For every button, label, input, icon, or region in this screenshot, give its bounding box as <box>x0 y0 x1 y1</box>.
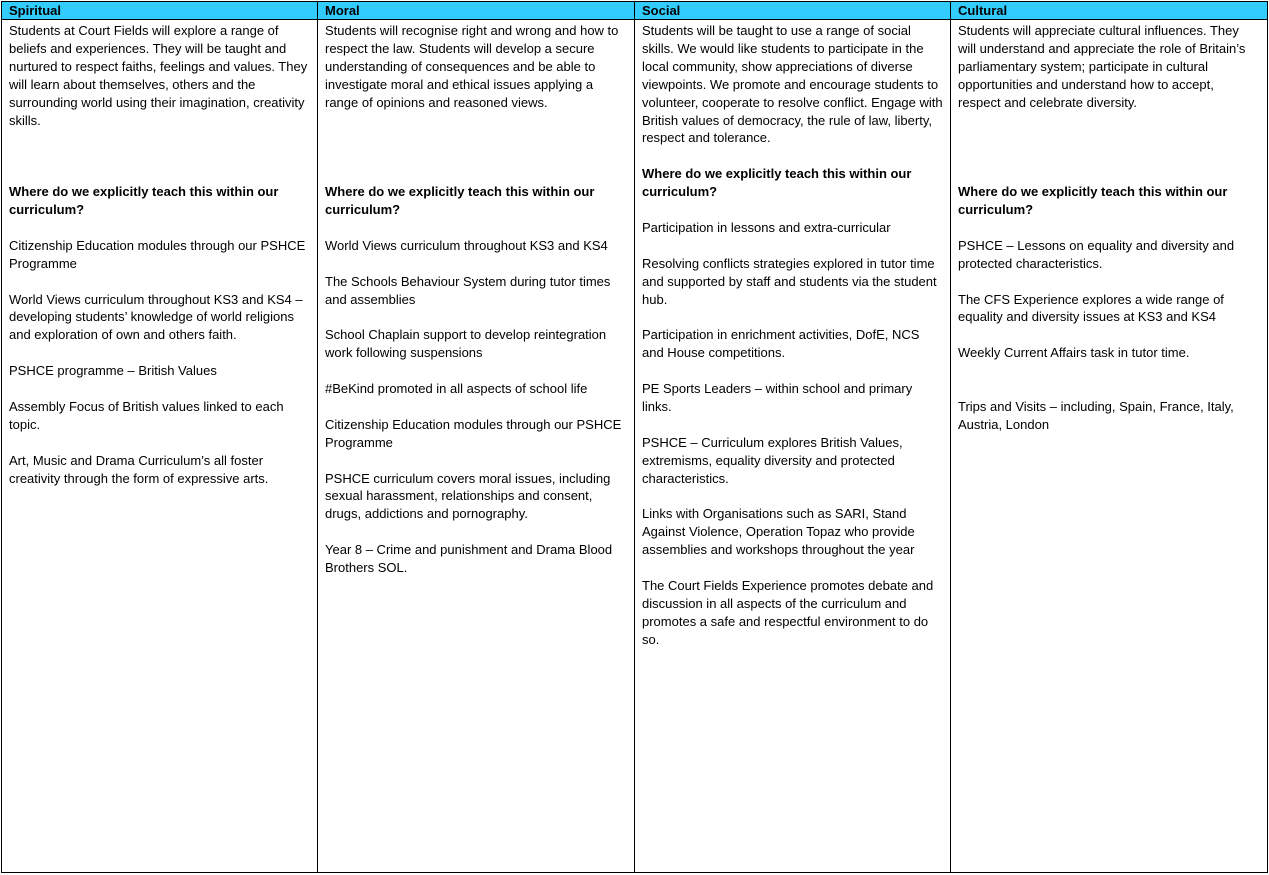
moral-item: #BeKind promoted in all aspects of school life <box>325 381 588 396</box>
moral-item: Year 8 – Crime and punishment and Drama Blood Brothers SOL. <box>325 542 613 576</box>
cultural-intro: Students will appreciate cultural influences. They will understand and appreciate the role of Britain’s parliamentary system; participate in cultural opportunities and understand how to accept, respect and celebrate diversity. <box>958 23 1246 110</box>
cell-social <box>635 20 951 873</box>
social-item: The Court Fields Experience promotes debate and discussion in all aspects of the curriculum and promotes a safe and respectful environment to do so. <box>642 577 934 647</box>
social-item: PSHCE – Curriculum explores British Values, extremisms, equality diversity and protected characteristics. <box>642 434 903 486</box>
social-question: Where do we explicitly teach this within our curriculum? <box>642 166 912 200</box>
moral-item: The Schools Behaviour System during tutor times and assemblies <box>325 273 611 307</box>
cell-cultural <box>951 20 1268 873</box>
smsc-table <box>1 1 1268 873</box>
social-item: Participation in enrichment activities, DofE, NCS and House competitions. <box>642 327 920 361</box>
spiritual-item: Art, Music and Drama Curriculum’s all foster creativity through the form of expressive arts. <box>9 452 269 486</box>
social-item: PE Sports Leaders – within school and primary links. <box>642 381 913 414</box>
cultural-item: Weekly Current Affairs task in tutor time. <box>958 345 1190 361</box>
header-social: Social <box>635 2 951 20</box>
social-item: Resolving conflicts strategies explored in tutor time and supported by staff and students via the student hub. <box>642 255 937 307</box>
moral-intro: Students will recognise right and wrong and how to respect the law. Students will develop a secure understanding of consequences and be able to investigate moral and ethical issues applying a range of opinions and reasoned views. <box>325 23 619 110</box>
spiritual-item: Citizenship Education modules through our PSHCE Programme <box>9 237 306 271</box>
spiritual-item: PSHCE programme – British Values <box>9 363 217 379</box>
moral-item: Citizenship Education modules through our PSHCE Programme <box>325 416 622 450</box>
cultural-item: PSHCE – Lessons on equality and diversity and protected characteristics. <box>958 237 1235 271</box>
spiritual-item: World Views curriculum throughout KS3 and KS4 – developing students’ knowledge of world religions and exploration of own and others faith. <box>9 291 303 343</box>
header-cultural: Cultural <box>951 2 1268 20</box>
cultural-question: Where do we explicitly teach this within our curriculum? <box>958 184 1228 217</box>
social-intro: Students will be taught to use a range of social skills. We would like students to participate in the local community, show appreciations of diverse viewpoints. We promote and encourage students to volunteer, cooperate to resolve conflict. Engage with British values of democracy, the rule of law, liberty, respect and tolerance. <box>642 23 943 146</box>
social-item: Links with Organisations such as SARI, Stand Against Violence, Operation Topaz who provide assemblies and workshops throughout the year <box>642 506 915 558</box>
cell-moral <box>318 20 635 873</box>
moral-item: PSHCE curriculum covers moral issues, including sexual harassment, relationships and consent, drugs, addictions and pornography. <box>325 470 611 522</box>
spiritual-item: Assembly Focus of British values linked to each topic. <box>9 398 284 432</box>
content-row <box>2 20 1268 873</box>
moral-question: Where do we explicitly teach this within our curriculum? <box>325 184 595 217</box>
cultural-item: Trips and Visits – including, Spain, France, Italy, Austria, London <box>958 398 1234 432</box>
header-moral: Moral <box>318 2 635 20</box>
header-spiritual: Spiritual <box>2 2 318 20</box>
cell-spiritual <box>2 20 318 873</box>
social-item: Participation in lessons and extra-curricular <box>642 219 891 235</box>
moral-item: School Chaplain support to develop reintegration work following suspensions <box>325 327 607 361</box>
spiritual-intro: Students at Court Fields will explore a range of beliefs and experiences. They will be taught and nurtured to respect faiths, feelings and values. They will learn about themselves, others and the surrounding world using their imagination, creativity skills. <box>9 23 308 128</box>
cultural-item: The CFS Experience explores a wide range of equality and diversity issues at KS3 and KS4 <box>958 291 1224 325</box>
header-row <box>2 2 1268 20</box>
moral-item: World Views curriculum throughout KS3 and KS4 <box>325 237 608 253</box>
spiritual-question: Where do we explicitly teach this within our curriculum? <box>9 184 279 218</box>
